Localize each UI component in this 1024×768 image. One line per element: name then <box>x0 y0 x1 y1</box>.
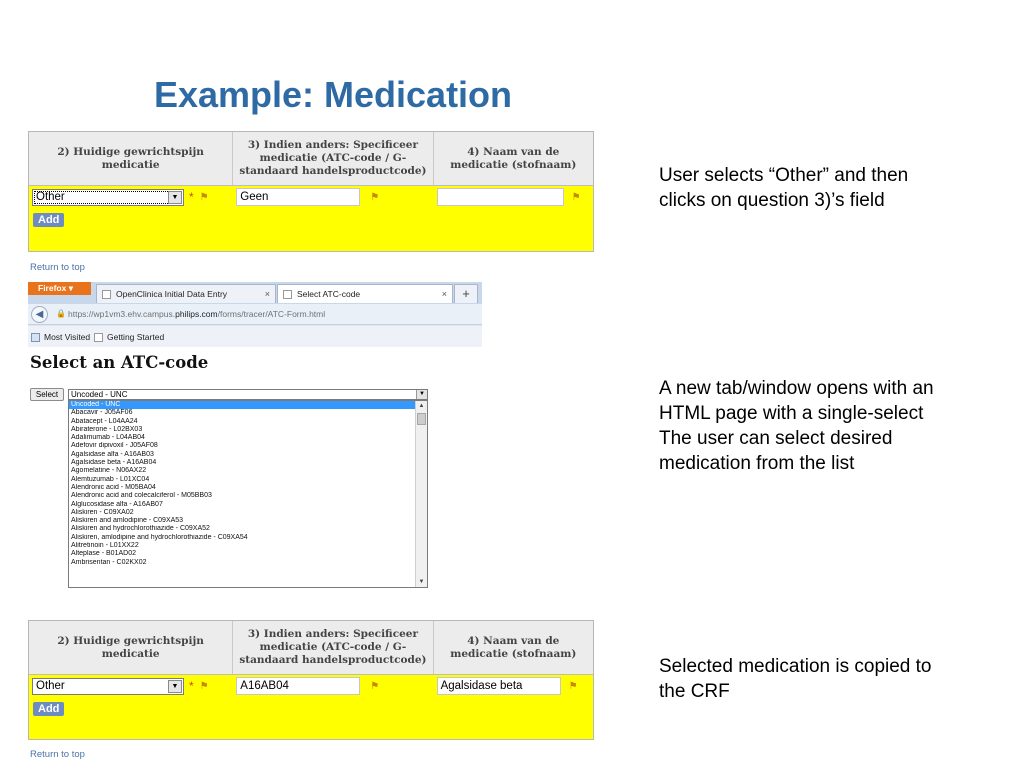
required-marker: * <box>189 190 194 204</box>
note-step-2: A new tab/window opens with an HTML page with a single-select The user can select desired medication from the list <box>659 378 934 474</box>
medication-select-value: Other <box>36 191 65 203</box>
note-step-1: User selects “Other” and then clicks on question 3)’s field <box>659 165 909 211</box>
tab-label: Select ATC-code <box>297 289 361 299</box>
page-icon <box>283 290 292 299</box>
add-button[interactable]: Add <box>33 702 64 716</box>
bookmark-getting-started[interactable] <box>94 332 164 342</box>
header-question-4: 4) Naam van de medicatie (stofnaam) <box>450 145 577 171</box>
crf-panel-after <box>28 620 594 740</box>
atc-option[interactable]: Aliskiren and hydrochlorothiazide - C09XA52 <box>71 525 210 533</box>
flag-icon[interactable]: ⚑ <box>370 191 380 203</box>
select-button[interactable]: Select <box>30 388 64 401</box>
flag-icon[interactable]: ⚑ <box>199 191 209 203</box>
crf-input-row <box>29 675 593 697</box>
tab-select-atc-code[interactable] <box>277 284 453 303</box>
header-question-2: 2) Huidige gewrichtspijn medicatie <box>29 132 233 185</box>
scrollbar-thumb[interactable] <box>417 413 426 425</box>
scroll-down-icon[interactable]: ▼ <box>418 579 425 585</box>
page-icon <box>94 333 103 342</box>
atc-option-list[interactable] <box>68 400 428 588</box>
atc-page-title: Select an ATC-code <box>30 353 209 372</box>
medication-select[interactable] <box>32 189 184 206</box>
chevron-down-icon[interactable]: ▼ <box>168 680 182 693</box>
back-arrow-icon[interactable]: ◀ <box>31 306 48 323</box>
crf-input-row <box>29 186 593 208</box>
chevron-down-icon[interactable]: ▼ <box>168 191 182 204</box>
return-to-top-link[interactable]: Return to top <box>30 749 85 760</box>
close-icon[interactable]: × <box>441 289 447 299</box>
flag-icon[interactable]: ⚑ <box>199 680 209 692</box>
bookmark-label: Most Visited <box>44 332 91 342</box>
medication-name-input[interactable] <box>437 188 564 206</box>
slide-title: Example: Medication <box>153 74 513 115</box>
crf-header-row <box>29 621 593 675</box>
tab-bar <box>28 282 482 304</box>
note-step-3: Selected medication is copied to the CRF <box>659 656 932 702</box>
new-tab-button[interactable]: + <box>454 284 478 303</box>
atc-option[interactable]: Alteplase - B01AD02 <box>71 550 136 558</box>
atc-option[interactable]: Aliskiren, amlodipine and hydrochlorothiazide - C09XA54 <box>71 533 248 541</box>
browser-window <box>28 282 482 347</box>
atc-option[interactable]: Abacavir - J05AF06 <box>71 409 133 417</box>
atc-code-input[interactable]: Geen <box>236 188 360 206</box>
header-question-3: 3) Indien anders: Specificeer medicatie (ATC-code / G-standaard handelsproductcode) <box>233 621 433 674</box>
atc-option[interactable]: Alendronic acid - M05BA04 <box>71 483 156 491</box>
atc-option[interactable]: Uncoded - UNC <box>69 401 415 409</box>
chevron-down-icon[interactable]: ▼ <box>416 390 427 399</box>
crf-header-row <box>29 132 593 186</box>
atc-option[interactable]: Adefovir dipivoxil - J05AF08 <box>71 442 158 450</box>
tab-label: OpenClinica Initial Data Entry <box>116 289 228 299</box>
url-text[interactable]: https://wp1vm3.ehv.campus.philips.com/forms/tracer/ATC-Form.html <box>68 309 326 319</box>
add-button[interactable]: Add <box>33 213 64 227</box>
atc-option[interactable]: Abatacept - L04AA24 <box>71 417 138 425</box>
url-bar[interactable] <box>28 304 482 325</box>
flag-icon[interactable]: ⚑ <box>571 191 581 203</box>
bookmarks-bar <box>28 326 482 347</box>
page-icon <box>102 290 111 299</box>
flag-icon[interactable]: ⚑ <box>568 680 578 692</box>
crf-panel-before <box>28 131 594 252</box>
atc-option[interactable]: Adalimumab - L04AB04 <box>71 434 145 442</box>
header-question-3: 3) Indien anders: Specificeer medicatie (ATC-code / G-standaard handelsproductcode) <box>233 132 433 185</box>
atc-option[interactable]: Aliskiren - C09XA02 <box>71 508 134 516</box>
flag-icon[interactable]: ⚑ <box>370 680 380 692</box>
atc-option[interactable]: Abiraterone - L02BX03 <box>71 425 143 433</box>
atc-code-select[interactable] <box>68 389 428 400</box>
header-question-2: 2) Huidige gewrichtspijn medicatie <box>29 621 233 674</box>
atc-option[interactable]: Alglucosidase alfa - A16AB07 <box>71 500 163 508</box>
atc-option[interactable]: Alendronic acid and colecalciferol - M05BB03 <box>71 492 212 500</box>
scroll-up-icon[interactable]: ▲ <box>418 403 425 409</box>
scrollbar[interactable] <box>415 401 427 587</box>
atc-option[interactable]: Alemtuzumab - L01XC04 <box>71 475 150 483</box>
atc-option[interactable]: Ambrisentan - C02KX02 <box>71 558 147 566</box>
medication-select[interactable] <box>32 678 184 695</box>
atc-option[interactable]: Agalsidase beta - A16AB04 <box>71 459 157 467</box>
lock-icon: 🔒 <box>56 309 66 318</box>
firefox-menu-button[interactable]: Firefox ▾ <box>28 282 91 295</box>
medication-name-input[interactable]: Agalsidase beta <box>437 677 561 695</box>
medication-select-value: Other <box>36 680 65 692</box>
atc-option[interactable]: Agomelatine - N06AX22 <box>71 467 147 475</box>
bookmark-most-visited[interactable] <box>31 332 90 342</box>
atc-select-value: Uncoded - UNC <box>71 390 128 399</box>
close-icon[interactable]: × <box>264 289 270 299</box>
return-to-top-link[interactable]: Return to top <box>30 262 85 273</box>
bookmark-folder-icon <box>31 333 40 342</box>
atc-code-input[interactable]: A16AB04 <box>236 677 360 695</box>
atc-option[interactable]: Agalsidase alfa - A16AB03 <box>71 450 154 458</box>
required-marker: * <box>189 679 194 693</box>
bookmark-label: Getting Started <box>107 332 165 342</box>
atc-option[interactable]: Aliskiren and amlodipine - C09XA53 <box>71 517 184 525</box>
tab-openclinica[interactable] <box>96 284 276 303</box>
header-question-4: 4) Naam van de medicatie (stofnaam) <box>450 634 577 660</box>
atc-option[interactable]: Alitretinoin - L01XX22 <box>71 542 139 550</box>
